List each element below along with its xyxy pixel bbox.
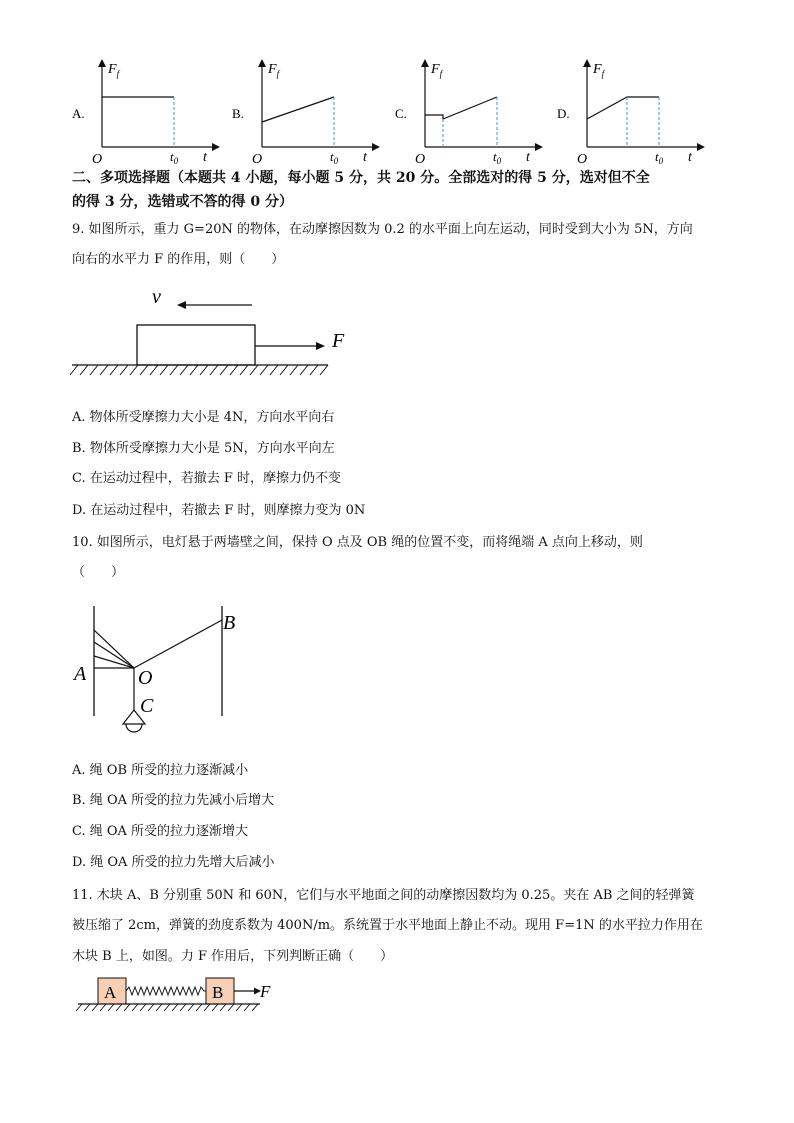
q11-spring xyxy=(126,987,206,995)
graph-a-origin: O xyxy=(92,152,103,167)
q10-option-b: B. 绳 OA 所受的拉力先减小后增大 xyxy=(72,793,275,808)
graph-c-ylabel: $F_f$ xyxy=(431,62,443,79)
q9-option-a: A. 物体所受摩擦力大小是 4N，方向水平向右 xyxy=(72,410,335,425)
q9-figure xyxy=(70,285,370,385)
graph-c-curve xyxy=(425,97,497,119)
section-2-header-line1: 二、多项选择题（本题共 4 小题，每小题 5 分，共 20 分。全部选对的得 5 分，选对但不全 xyxy=(72,170,650,186)
graph-a-tick: $t_0$ xyxy=(170,149,179,166)
graph-c-origin: O xyxy=(415,152,426,167)
q9-stem-line1: 9. 如图所示，重力 G=20N 的物体，在动摩擦因数为 0.2 的水平面上向左运动，同时受到大小为 5N，方向 xyxy=(72,222,693,237)
graph-a xyxy=(70,55,220,170)
q11-ground-hatch xyxy=(76,1004,258,1011)
graph-d-label: D. xyxy=(557,106,570,121)
q9-stem-line2: 向右的水平力 F 的作用，则（ ） xyxy=(72,252,285,267)
graph-a-xlabel: t xyxy=(203,150,207,165)
graph-a-ylabel: $F_f$ xyxy=(108,62,120,79)
graph-c xyxy=(393,55,543,170)
graph-d-origin: O xyxy=(577,152,588,167)
graph-d-ylabel: $F_f$ xyxy=(593,62,605,79)
q9-option-d: D. 在运动过程中，若撤去 F 时，则摩擦力变为 0N xyxy=(72,503,366,518)
q10-stem-line2: （ ） xyxy=(72,565,125,580)
q10-label-o: O xyxy=(138,667,153,689)
q10-label-a: A xyxy=(74,663,87,685)
q10-option-a: A. 绳 OB 所受的拉力逐渐减小 xyxy=(72,763,249,778)
graph-c-tick: $t_0$ xyxy=(493,149,502,166)
q11-block-a-label: A xyxy=(104,983,117,1002)
graph-b-origin: O xyxy=(252,152,263,167)
q11-block-b-label: B xyxy=(212,983,224,1002)
graph-c-label: C. xyxy=(395,106,407,121)
q10-stem-line1: 10. 如图所示，电灯悬于两墙壁之间，保持 O 点及 OB 绳的位置不变，而将绳端 A 点向上移动，则 xyxy=(72,535,643,550)
graph-a-label: A. xyxy=(72,106,85,121)
graph-b-curve xyxy=(262,97,334,122)
graph-b-ylabel: $F_f$ xyxy=(268,62,280,79)
q10-rope-ob xyxy=(134,620,222,668)
q11-force-label: F xyxy=(260,982,271,1001)
q9-option-b: B. 物体所受摩擦力大小是 5N，方向水平向左 xyxy=(72,441,335,456)
q9-force-label: F xyxy=(332,330,345,352)
graph-d xyxy=(555,55,705,170)
q10-option-c: C. 绳 OA 所受的拉力逐渐增大 xyxy=(72,824,249,839)
graph-b-tick: $t_0$ xyxy=(330,149,339,166)
section-2-header-line2: 的得 3 分，选错或不答的得 0 分） xyxy=(72,194,293,210)
q9-velocity-label: v xyxy=(152,286,161,308)
q9-option-c: C. 在运动过程中，若撤去 F 时，摩擦力仍不变 xyxy=(72,471,342,486)
graph-b xyxy=(230,55,380,170)
graph-d-xlabel: t xyxy=(688,150,692,165)
q11-figure xyxy=(70,974,300,1020)
graph-b-label: B. xyxy=(232,106,244,121)
q11-stem-line1: 11. 木块 A、B 分别重 50N 和 60N，它们与水平地面之间的动摩擦因数均为 0.25。夹在 AB 之间的轻弹簧 xyxy=(72,888,695,903)
q9-ground-hatch xyxy=(70,365,328,375)
q11-stem-line3: 木块 B 上，如图。力 F 作用后，下列判断正确（ ） xyxy=(72,949,394,964)
q10-option-d: D. 绳 OA 所受的拉力先增大后减小 xyxy=(72,855,275,870)
q10-label-b: B xyxy=(223,612,236,634)
q9-block xyxy=(137,325,255,365)
q10-rope-oa-positions xyxy=(94,630,134,668)
graph-c-xlabel: t xyxy=(526,150,530,165)
graph-d-tick: $t_0$ xyxy=(655,149,664,166)
q10-figure xyxy=(70,600,260,750)
q10-label-c: C xyxy=(140,695,154,717)
graph-b-xlabel: t xyxy=(363,150,367,165)
graph-d-curve xyxy=(587,97,659,119)
q11-stem-line2: 被压缩了 2cm，弹簧的劲度系数为 400N/m。系统置于水平地面上静止不动。现用 F=1N 的水平拉力作用在 xyxy=(72,918,703,933)
